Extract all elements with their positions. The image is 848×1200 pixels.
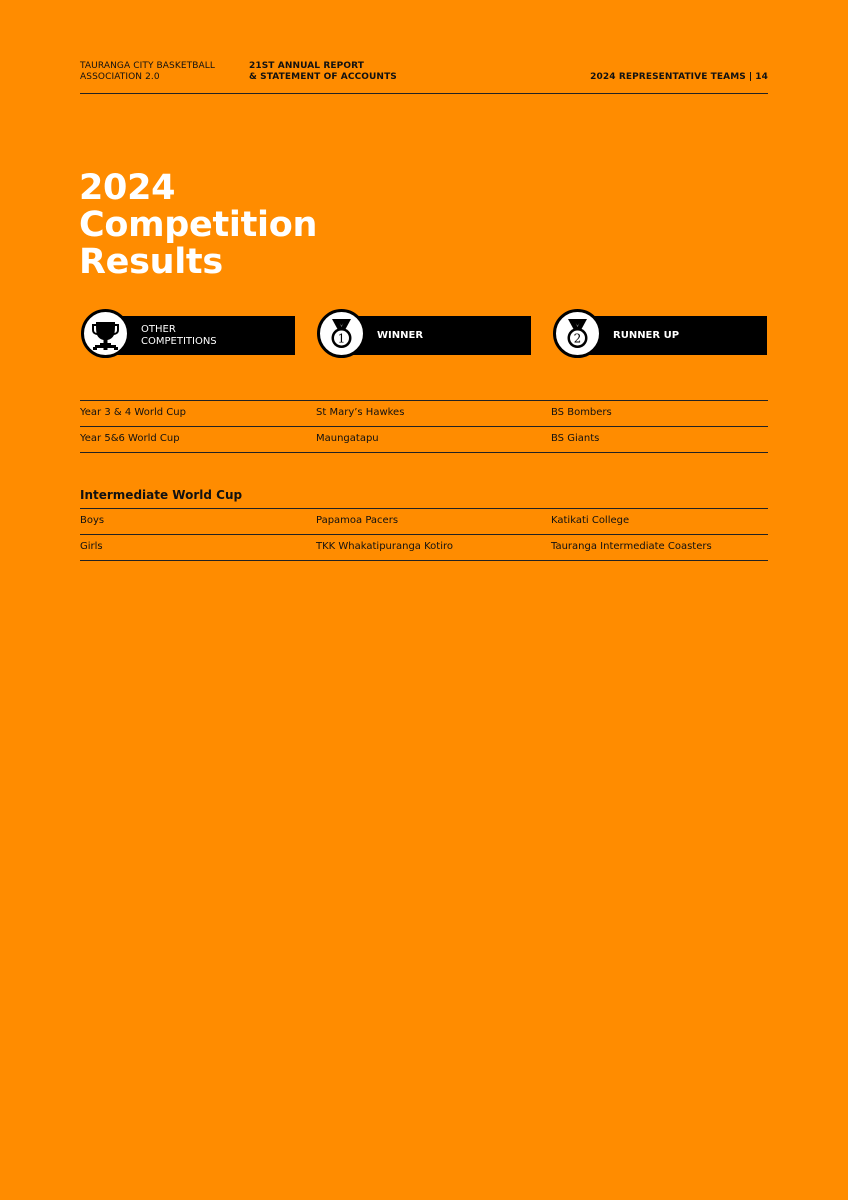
page-title [79,170,317,281]
section-name: 2024 REPRESENTATIVE TEAMS [590,72,746,82]
section-and-page [590,72,768,83]
runner-up-cell: BS Bombers [551,407,612,418]
runner-up-column-label: RUNNER UP [613,329,680,341]
winner-cell: Papamoa Pacers [316,515,399,526]
runner-up-cell: BS Giants [551,433,600,444]
competitions-label-line-1: OTHER [141,323,176,335]
column-header-winner [337,316,531,355]
winner-cell: TKK Whakatipuranga Kotiro [316,541,454,552]
second-place-medal-icon [553,309,602,358]
column-header-competitions [105,316,295,355]
competition-cell: Boys [80,515,105,526]
winner-cell: St Mary’s Hawkes [316,407,405,418]
first-place-medal-icon [317,309,366,358]
intermediate-table [80,508,768,561]
page-header [80,60,768,94]
intermediate-heading: Intermediate World Cup [80,488,243,502]
results-table [80,400,768,453]
winner-cell: Maungatapu [316,433,379,444]
trophy-icon [81,309,130,358]
report-name [249,61,449,83]
title-line-3: Results [79,242,223,282]
table-row [80,535,768,561]
column-header-runner-up [573,316,767,355]
competition-cell: Year 3 & 4 World Cup [80,407,186,418]
competition-cell: Girls [80,541,103,552]
table-row [80,427,768,453]
runner-up-cell: Katikati College [551,515,630,526]
competitions-label-line-2: COMPETITIONS [141,335,217,347]
report-line-1: 21ST ANNUAL REPORT [249,61,364,71]
report-line-2: & STATEMENT OF ACCOUNTS [249,72,397,82]
runner-up-cell: Tauranga Intermediate Coasters [551,541,712,552]
competitions-column-label [141,316,289,355]
table-row [80,508,768,535]
organization-name [80,61,240,83]
competition-cell: Year 5&6 World Cup [80,433,180,444]
winner-column-label: WINNER [377,329,424,341]
header-separator: | [748,72,753,82]
page-number: 14 [755,72,768,82]
title-line-2: Competition [79,205,318,245]
runner-up-medal-number: 2 [573,331,582,346]
title-line-1: 2024 [79,168,176,208]
table-row [80,400,768,427]
organization-line-1: TAURANGA CITY BASKETBALL [80,61,215,71]
organization-line-2: ASSOCIATION 2.0 [80,72,160,82]
winner-medal-number: 1 [337,331,346,346]
